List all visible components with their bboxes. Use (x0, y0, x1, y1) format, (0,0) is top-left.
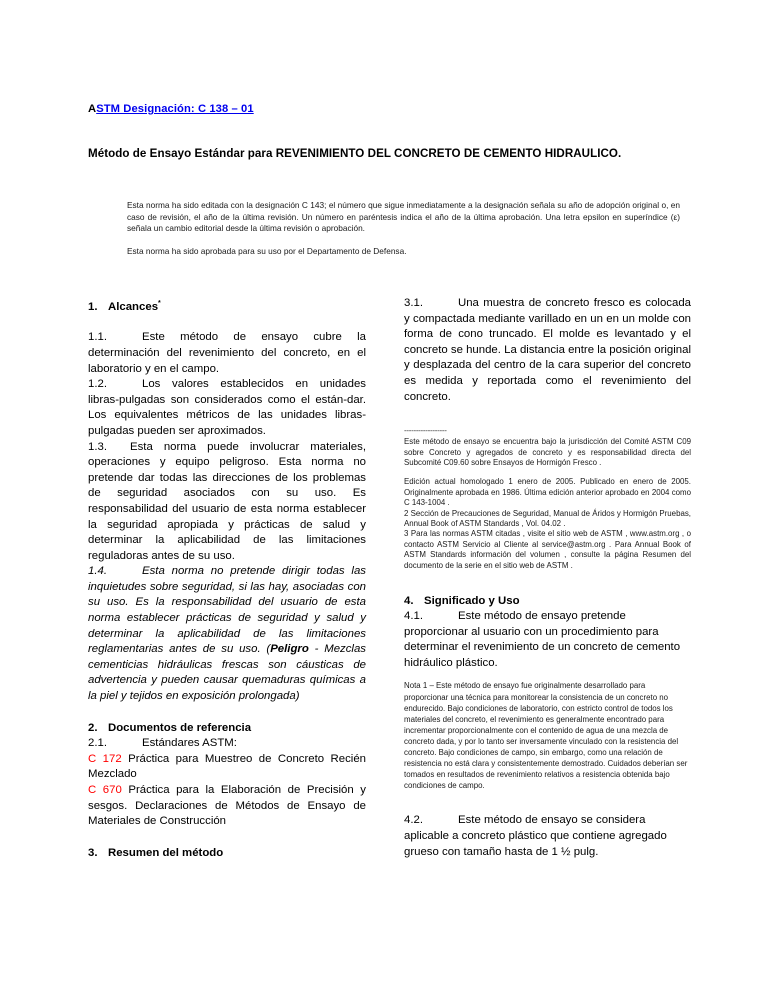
section-2-number: 2. (88, 722, 98, 735)
spacer (404, 405, 691, 427)
clause-1-3-text: Esta norma puede involucrar materiales, operaciones y equipo peligroso. Esta norma no pretende dar todas las direcciones de los problemas de seguridad asociados con su uso. Es responsabilidad del usuario de esta norma establecer la seguridad apropiada y prácticas de salud y determinar la aplicabilidad de las limitaciones reguladoras antes de su uso. (88, 440, 366, 562)
designation-prefix: A (88, 103, 97, 115)
section-3-number: 3. (88, 847, 98, 860)
clause-1-1-number: 1.1. (88, 331, 107, 344)
section-1-superscript: * (158, 300, 161, 307)
preamble-block (127, 200, 680, 268)
footnote-block (404, 437, 691, 571)
clause-3-1-text: Una muestra de concreto fresco es colocada y compactada mediante varillado en un en un molde con forma de cono truncado. El molde es levantado y el concreto se hunde. La distancia entre la posición original y desplazada del centro de la cara superior del concreto es medida y reportada como el revenimiento del concreto. (404, 297, 691, 403)
nota-1-block (404, 680, 691, 791)
reference-item-c670 (88, 783, 366, 830)
spacer (404, 791, 691, 813)
reference-item-c172 (88, 752, 366, 783)
footnote-jurisdiction: Este método de ensayo se encuentra bajo la jurisdicción del Comité ASTM C09 sobre Concreto y agregados de concreto y es responsabilidad directa del Subcomité C09.60 sobre Ensayos de Hormigón Fresco . (404, 437, 691, 467)
clause-3-1-number: 3.1. (404, 297, 423, 309)
clause-4-1 (404, 609, 691, 671)
section-2-label: Documentos de referencia (108, 722, 252, 735)
clause-4-2 (404, 813, 691, 860)
spacer (88, 705, 366, 721)
clause-1-4-text-part-2: - Mezclas cementicias hidráulicas frescas son cáusticas de advertencia y pueden causar quemaduras químicas a la piel y tejidos en exposición prolongada) (88, 643, 366, 703)
clause-1-4-text-part-1: Esta norma no pretende dirigir todas las inquietudes sobre seguridad, si las hay, asociadas con su uso. Es la responsabilidad del usuario de esta norma establecer prácticas de seguridad y salud y determinar la aplicabilidad de las limitaciones reglamentarias antes de su uso. ( (88, 565, 366, 656)
clause-1-2 (88, 377, 366, 439)
spacer (404, 571, 691, 593)
clause-2-1-number: 2.1. (88, 737, 107, 750)
reference-code-c172[interactable]: C 172 (88, 752, 122, 765)
right-column (404, 296, 691, 860)
section-4-number: 4. (404, 595, 414, 608)
clause-1-3-number: 1.3. (88, 440, 107, 453)
clause-1-3 (88, 440, 366, 565)
spacer (88, 830, 366, 846)
nota-1-text: Nota 1 – Este método de ensayo fue originalmente desarrollado para proporcionar una técnica para monitorear la consistencia de un concreto no endurecido. Bajo condiciones de laboratorio, con estricto control de todos los materiales del concreto, el revenimiento es generalmente encontrado para incrementar proporcionalmente con el contenido de agua de una mezcla de concreto dada, y por lo tanto ser inversamente vinculado con la resistencia del concreto. Bajo condiciones de campo, sin embargo, como una relación de resistencia no está clara y consistentemente demostrado. Cuidados deberían ser tomados en resultados de revenimiento relativos a resistencia obtenida bajo condiciones de campo. (404, 681, 688, 791)
reference-text-c670: Práctica para la Elaboración de Precisión y sesgos. Declaraciones de Métodos de Ensayo de Materiales de Construcción (88, 784, 366, 828)
clause-4-1-number: 4.1. (404, 610, 423, 623)
spacer (88, 315, 366, 331)
preamble-paragraph-1: Esta norma ha sido editada con la designación C 143; el número que sigue inmediatamente a la designación señala su año de adopción original o, en caso de revisión, el año de la última revisión. Un número en paréntesis indica el año de la última aprobación. Una letra epsilon en superíndice (ε) señala un cambio editorial desde la última revisión o aprobación. (127, 200, 680, 234)
footnote-edition: Edición actual homologado 1 enero de 2005. Publicado en enero de 2005. Originalmente aprobada en 1986. Última edición anterior aprobado en 2004 como C 143-1004 . (404, 477, 691, 508)
designation-link[interactable]: STM Designación: C 138 – 01 (96, 103, 254, 115)
section-heading-2 (88, 720, 366, 736)
left-column (88, 296, 366, 861)
clause-1-2-text: Los valores establecidos en unidades libras-pulgadas son considerados como el están-dar. Los equivalentes métricos de las unidades libras-pulgadas pueden ser aproximados. (88, 378, 366, 437)
footnote-separator: ------------------ (404, 427, 447, 436)
section-heading-4 (404, 593, 691, 609)
clause-1-4-danger-word: Peligro (270, 643, 309, 656)
clause-4-2-number: 4.2. (404, 814, 423, 827)
footnote-note-3: 3 Para las normas ASTM citadas , visite el sitio web de ASTM , www.astm.org , o contacto ASTM Servicio al Cliente al service@astm.org . Para Annual Book of ASTM Standards información del volumen , consulte la página Resumen del documento de la serie en el sitio web de ASTM . (404, 529, 691, 570)
clause-1-2-number: 1.2. (88, 378, 107, 391)
reference-code-c670[interactable]: C 670 (88, 784, 122, 797)
clause-1-1-text: Este método de ensayo cubre la determinación del revenimiento del concreto, en el laboratorio y en el campo. (88, 331, 366, 375)
section-heading-3 (88, 845, 366, 861)
clause-1-4 (88, 564, 366, 704)
clause-3-1 (404, 296, 691, 405)
preamble-paragraph-2: Esta norma ha sido aprobada para su uso por el Departamento de Defensa. (127, 245, 407, 256)
clause-2-1 (88, 736, 366, 752)
section-3-label: Resumen del método (108, 847, 224, 860)
document-designation (88, 103, 254, 115)
section-heading-1 (88, 296, 366, 315)
section-4-label: Significado y Uso (424, 595, 520, 608)
clause-2-1-text: Estándares ASTM: (142, 737, 237, 750)
section-1-label: Alcances (108, 300, 159, 313)
page-title: Método de Ensayo Estándar para REVENIMIENTO DEL CONCRETO DE CEMENTO HIDRAULICO. (88, 147, 622, 160)
footnote-note-2: 2 Sección de Precauciones de Seguridad, Manual de Áridos y Hormigón Pruebas, Annual Book of ASTM Standards , Vol. 04.02 . (404, 508, 691, 528)
clause-4-2-text: Este método de ensayo se considera aplicable a concreto plástico que contiene agregado grueso con tamaño hasta de 1 ½ pulg. (404, 814, 667, 858)
reference-text-c172: Práctica para Muestreo de Concreto Recién Mezclado (88, 752, 366, 781)
clause-4-1-text: Este método de ensayo pretende proporcionar al usuario con un procedimiento para determinar el revenimiento de un concreto de cemento hidráulico plástico. (404, 610, 681, 669)
clause-1-4-number: 1.4. (88, 565, 107, 578)
clause-1-1 (88, 330, 366, 377)
spacer (404, 671, 691, 680)
section-1-number: 1. (88, 300, 98, 313)
